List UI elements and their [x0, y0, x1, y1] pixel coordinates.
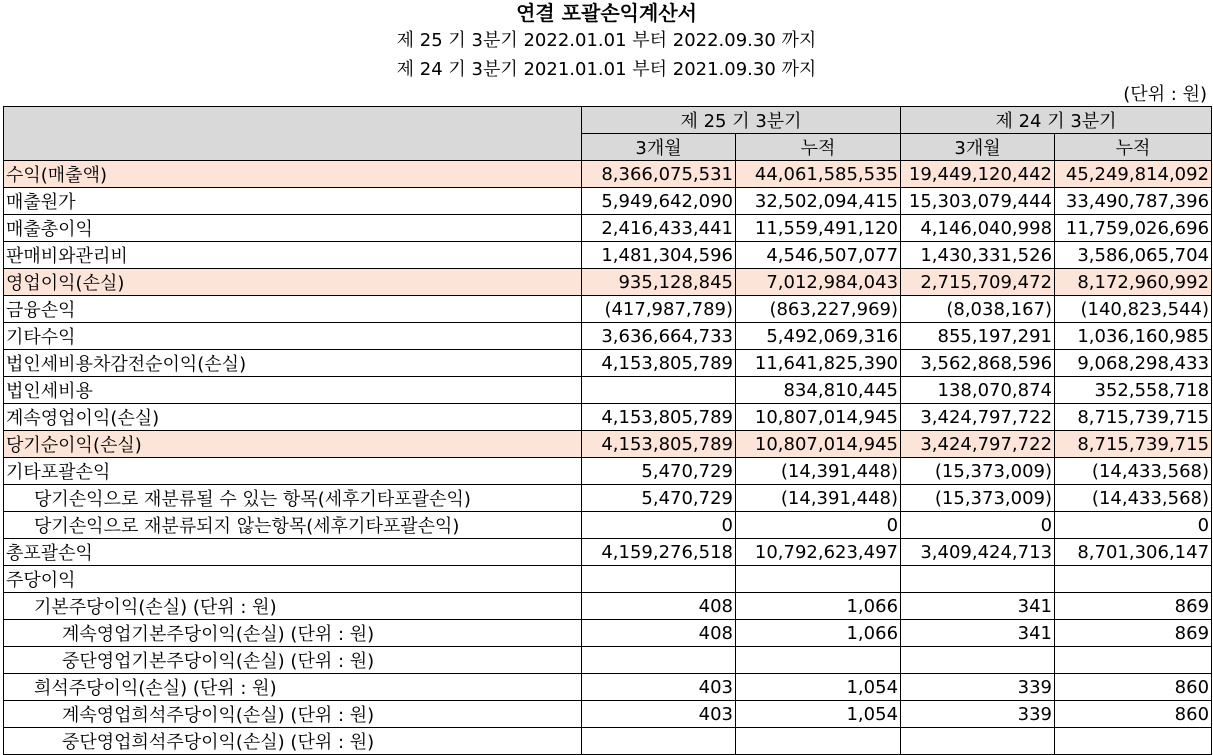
table-row: [4, 620, 1212, 647]
row-value: [582, 647, 736, 674]
row-value: 8,715,739,715: [1055, 431, 1212, 458]
row-value: (14,433,568): [1055, 458, 1212, 485]
header-current-cum: 누적: [736, 134, 901, 161]
row-value: 352,558,718: [1055, 377, 1212, 404]
row-value: 4,153,805,789: [582, 431, 736, 458]
table-row: [4, 701, 1212, 728]
row-value: 4,546,507,077: [736, 242, 901, 269]
row-value: [582, 377, 736, 404]
row-value: (14,391,448): [736, 458, 901, 485]
row-value: 19,449,120,442: [901, 161, 1055, 188]
row-value: 7,012,984,043: [736, 269, 901, 296]
row-value: 3,586,065,704: [1055, 242, 1212, 269]
table-row: [4, 728, 1212, 755]
table-row: [4, 161, 1212, 188]
table-row: [4, 323, 1212, 350]
row-value: 1,054: [736, 701, 901, 728]
row-label: 법인세비용차감전순이익(손실): [4, 350, 582, 377]
row-value: 3,409,424,713: [901, 539, 1055, 566]
row-value: (15,373,009): [901, 485, 1055, 512]
row-label: 당기손익으로 재분류되지 않는항목(세후기타포괄손익): [4, 512, 582, 539]
row-value: 2,416,433,441: [582, 215, 736, 242]
row-value: 341: [901, 593, 1055, 620]
row-value: 33,490,787,396: [1055, 188, 1212, 215]
row-value: 834,810,445: [736, 377, 901, 404]
row-value: 869: [1055, 593, 1212, 620]
row-value: 3,562,868,596: [901, 350, 1055, 377]
row-value: 1,481,304,596: [582, 242, 736, 269]
table-row: [4, 674, 1212, 701]
row-label: 수익(매출액): [4, 161, 582, 188]
row-value: [736, 566, 901, 593]
table-row: [4, 512, 1212, 539]
row-label: 계속영업희석주당이익(손실) (단위 : 원): [4, 701, 582, 728]
header-row-period: [4, 107, 1212, 134]
row-value: [736, 647, 901, 674]
row-value: 5,492,069,316: [736, 323, 901, 350]
table-row: [4, 377, 1212, 404]
row-label: 법인세비용: [4, 377, 582, 404]
row-label: 계속영업이익(손실): [4, 404, 582, 431]
period-prior: 제 24 기 3분기 2021.01.01 부터 2021.09.30 까지: [396, 59, 817, 80]
row-value: 408: [582, 593, 736, 620]
row-value: 403: [582, 674, 736, 701]
row-value: 4,146,040,998: [901, 215, 1055, 242]
row-value: 10,792,623,497: [736, 539, 901, 566]
row-value: 4,159,276,518: [582, 539, 736, 566]
row-value: 339: [901, 701, 1055, 728]
row-value: 855,197,291: [901, 323, 1055, 350]
row-value: (14,391,448): [736, 485, 901, 512]
row-value: (14,433,568): [1055, 485, 1212, 512]
row-value: [1055, 566, 1212, 593]
table-row: [4, 485, 1212, 512]
row-value: 0: [1055, 512, 1212, 539]
row-value: 1,036,160,985: [1055, 323, 1212, 350]
row-value: [582, 566, 736, 593]
row-value: [901, 647, 1055, 674]
row-value: 341: [901, 620, 1055, 647]
row-value: 11,559,491,120: [736, 215, 901, 242]
row-label: 영업이익(손실): [4, 269, 582, 296]
row-value: 860: [1055, 701, 1212, 728]
table-row: [4, 458, 1212, 485]
row-value: 8,701,306,147: [1055, 539, 1212, 566]
row-value: 0: [582, 512, 736, 539]
row-value: 4,153,805,789: [582, 404, 736, 431]
row-label: 총포괄손익: [4, 539, 582, 566]
row-value: [901, 728, 1055, 755]
row-value: 0: [736, 512, 901, 539]
row-value: [1055, 728, 1212, 755]
row-label: 기타수익: [4, 323, 582, 350]
row-value: 869: [1055, 620, 1212, 647]
row-value: 15,303,079,444: [901, 188, 1055, 215]
row-value: [582, 728, 736, 755]
row-value: 408: [582, 620, 736, 647]
row-value: 1,066: [736, 593, 901, 620]
row-label: 주당이익: [4, 566, 582, 593]
row-label: 매출원가: [4, 188, 582, 215]
row-value: 11,759,026,696: [1055, 215, 1212, 242]
header-prior-3m: 3개월: [901, 134, 1055, 161]
table-row: [4, 539, 1212, 566]
table-row: [4, 242, 1212, 269]
row-value: (15,373,009): [901, 458, 1055, 485]
row-value: 860: [1055, 674, 1212, 701]
row-value: 1,066: [736, 620, 901, 647]
row-value: [1055, 647, 1212, 674]
table-row: [4, 404, 1212, 431]
row-value: [736, 728, 901, 755]
row-label: 중단영업기본주당이익(손실) (단위 : 원): [4, 647, 582, 674]
income-statement-table: [3, 106, 1212, 755]
table-row: [4, 593, 1212, 620]
row-label: 기타포괄손익: [4, 458, 582, 485]
row-value: 5,470,729: [582, 458, 736, 485]
table-row: [4, 647, 1212, 674]
row-value: 44,061,585,535: [736, 161, 901, 188]
row-value: 935,128,845: [582, 269, 736, 296]
row-value: (140,823,544): [1055, 296, 1212, 323]
table-row: [4, 566, 1212, 593]
row-value: 3,636,664,733: [582, 323, 736, 350]
table-row: [4, 269, 1212, 296]
row-value: [901, 566, 1055, 593]
row-value: 3,424,797,722: [901, 431, 1055, 458]
row-value: 403: [582, 701, 736, 728]
header-prior-period: 제 24 기 3분기: [901, 107, 1212, 134]
period-current: 제 25 기 3분기 2022.01.01 부터 2022.09.30 까지: [396, 30, 817, 51]
header-blank: [4, 107, 582, 161]
row-label: 당기손익으로 재분류될 수 있는 항목(세후기타포괄손익): [4, 485, 582, 512]
row-value: 8,172,960,992: [1055, 269, 1212, 296]
row-value: 1,430,331,526: [901, 242, 1055, 269]
row-value: 2,715,709,472: [901, 269, 1055, 296]
row-value: (863,227,969): [736, 296, 901, 323]
row-value: 5,470,729: [582, 485, 736, 512]
row-value: 10,807,014,945: [736, 431, 901, 458]
row-value: 4,153,805,789: [582, 350, 736, 377]
row-value: 8,715,739,715: [1055, 404, 1212, 431]
row-label: 중단영업희석주당이익(손실) (단위 : 원): [4, 728, 582, 755]
row-value: 1,054: [736, 674, 901, 701]
row-value: 3,424,797,722: [901, 404, 1055, 431]
unit-label: (단위 : 원): [1123, 84, 1207, 105]
table-row: [4, 431, 1212, 458]
row-value: (417,987,789): [582, 296, 736, 323]
row-value: 32,502,094,415: [736, 188, 901, 215]
row-value: (8,038,167): [901, 296, 1055, 323]
row-label: 기본주당이익(손실) (단위 : 원): [4, 593, 582, 620]
row-label: 계속영업기본주당이익(손실) (단위 : 원): [4, 620, 582, 647]
table-row: [4, 296, 1212, 323]
row-value: 138,070,874: [901, 377, 1055, 404]
row-value: 45,249,814,092: [1055, 161, 1212, 188]
table-row: [4, 350, 1212, 377]
header-current-3m: 3개월: [582, 134, 736, 161]
row-label: 금융손익: [4, 296, 582, 323]
header-prior-cum: 누적: [1055, 134, 1212, 161]
header-current-period: 제 25 기 3분기: [582, 107, 901, 134]
row-label: 판매비와관리비: [4, 242, 582, 269]
row-value: 9,068,298,433: [1055, 350, 1212, 377]
row-label: 매출총이익: [4, 215, 582, 242]
table-row: [4, 188, 1212, 215]
row-value: 0: [901, 512, 1055, 539]
row-value: 11,641,825,390: [736, 350, 901, 377]
row-label: 희석주당이익(손실) (단위 : 원): [4, 674, 582, 701]
row-label: 당기순이익(손실): [4, 431, 582, 458]
table-row: [4, 215, 1212, 242]
row-value: 10,807,014,945: [736, 404, 901, 431]
row-value: 8,366,075,531: [582, 161, 736, 188]
row-value: 5,949,642,090: [582, 188, 736, 215]
row-value: 339: [901, 674, 1055, 701]
statement-title: 연결 포괄손익계산서: [516, 1, 697, 25]
